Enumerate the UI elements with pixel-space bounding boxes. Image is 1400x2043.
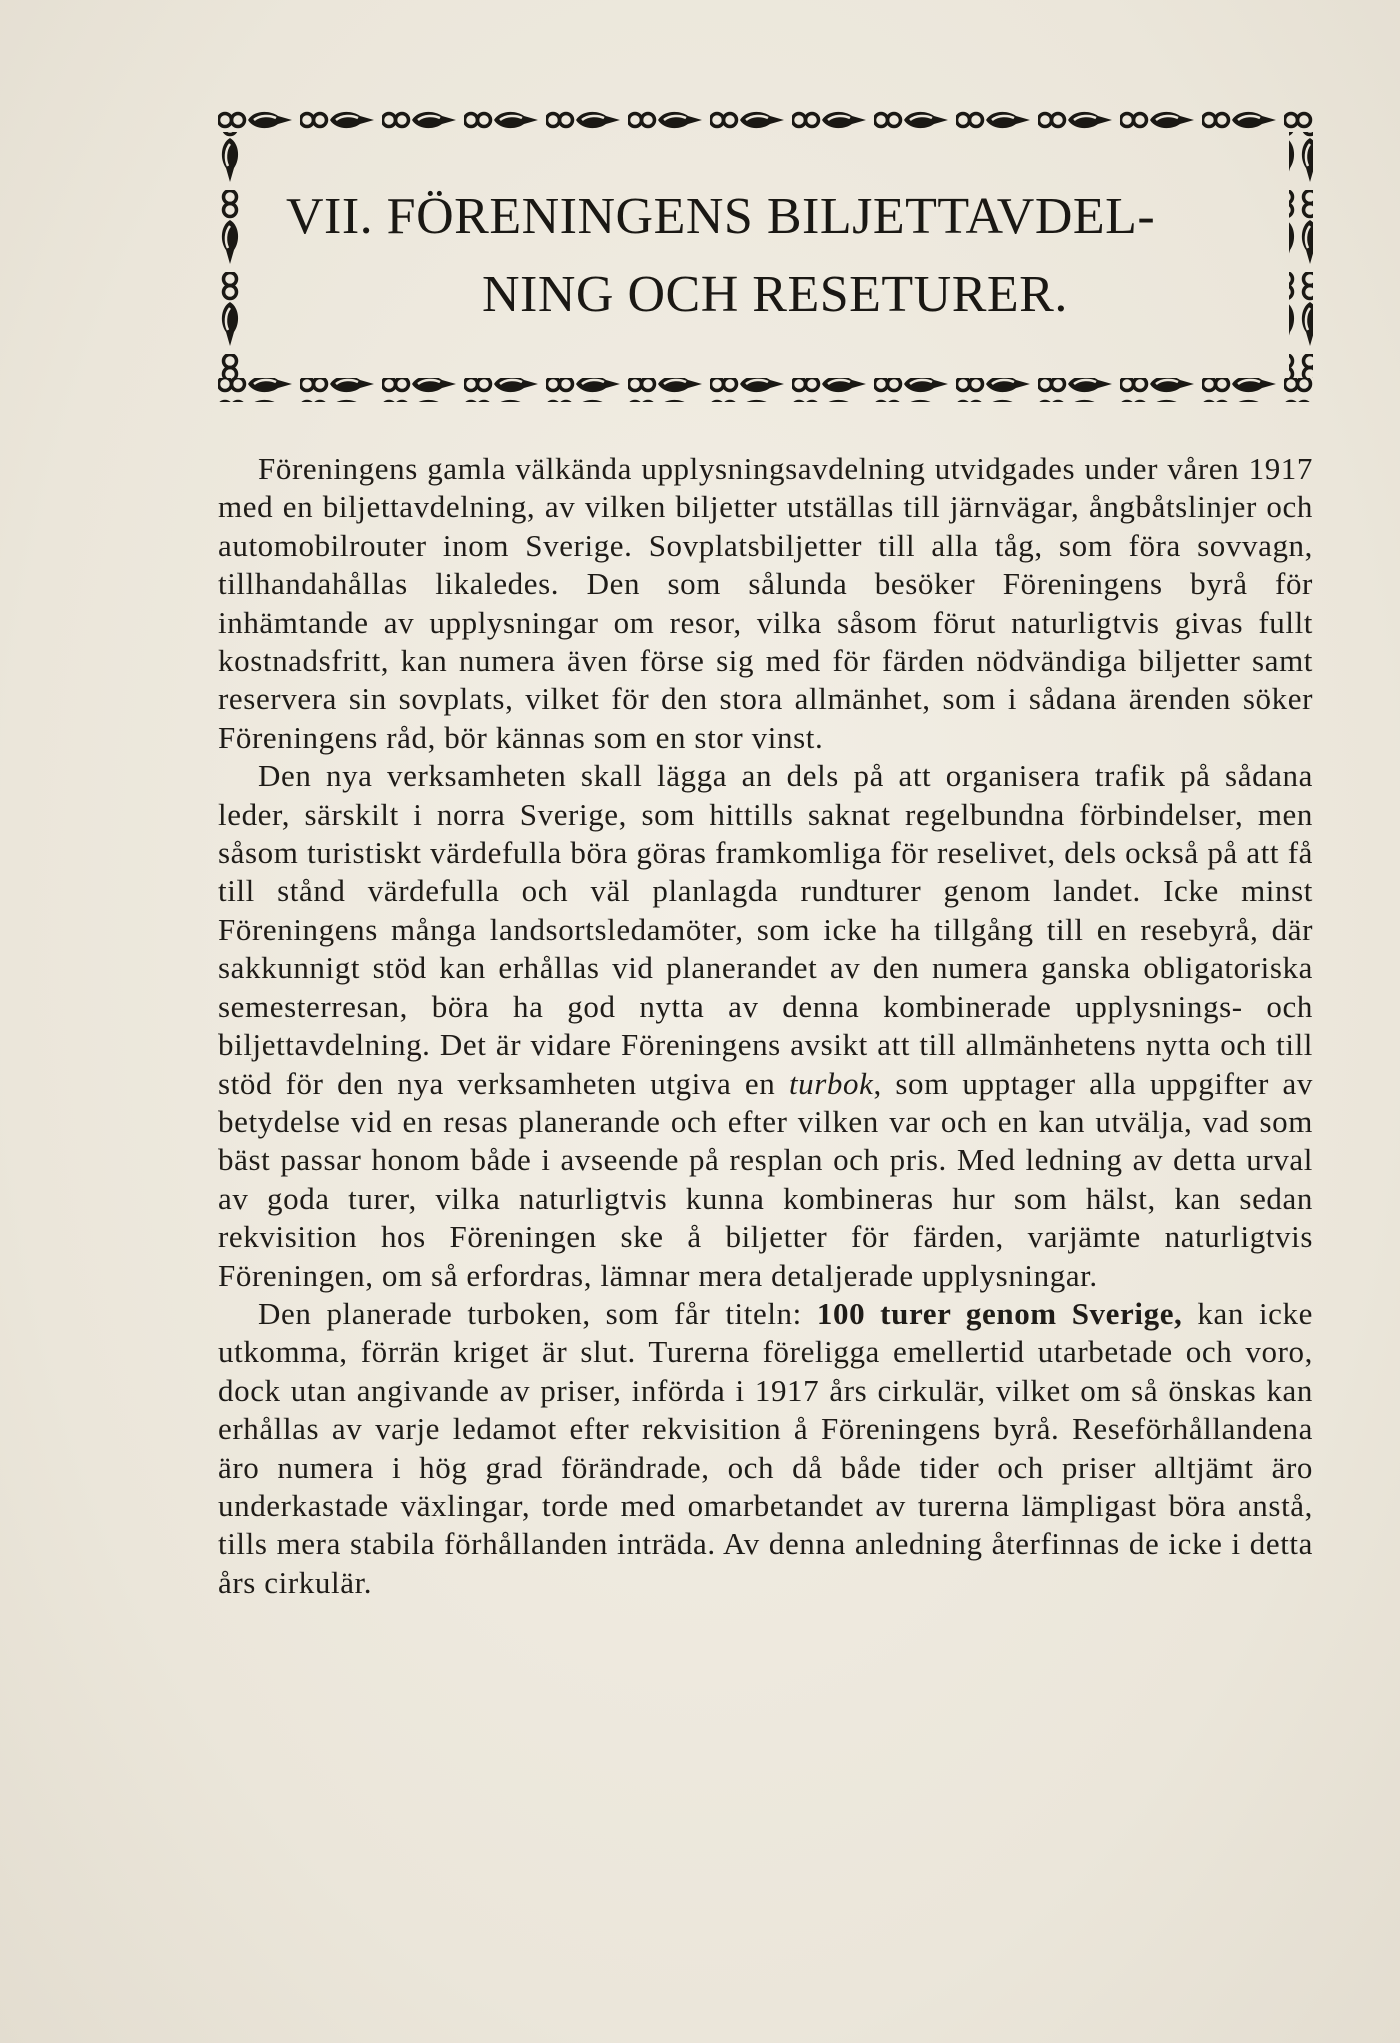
chapter-header-frame xyxy=(218,108,1313,402)
border-left xyxy=(218,132,242,378)
chapter-title-line1: VII. FÖRENINGENS BILJETTAVDEL- xyxy=(286,188,1156,245)
book-title: 100 turer genom Sverige, xyxy=(816,1295,1183,1331)
paragraph-2-text-a: Den nya verksamheten skall lägga an dels på att organisera trafik på sådana leder, särskilt i norra Sverige, som hittills saknat regelbundna förbindelser, men såsom turistiskt värdefulla böra göras framkomliga för reselivet, dels också på att få till stånd värdefulla och väl planlagda rundturer genom landet. Icke minst Föreningens många landsortsledamöter, som icke ha tillgång till en resebyrå, där sakkunnigt stöd kan erhållas vid planerandet av den numera ganska obligatoriska semesterresan, böra ha god nytta av denna kombinerade upplysnings- och biljettavdelning. Det är vidare Föreningens avsikt att till allmänhetens nytta och till stöd för den nya verksamheten utgiva en xyxy=(218,758,1313,1101)
paragraph-3-text-a: Den planerade turboken, som får titeln: xyxy=(258,1295,817,1331)
border-bottom xyxy=(218,378,1313,402)
paragraph-3-text-b: kan icke utkomma, förrän kriget är slut. Turerna föreligga emellertid utarbetade och voro, dock utan angivande av priser, införda i 1917 års cirkulär, vilket om så önskas kan erhållas av varje ledamot efter rekvisition å Föreningens byrå. Reseförhållandena äro numera i hög grad förändrade, och då både tider och priser alltjämt äro underkastade växlingar, torde med omarbetandet av turerna lämpligast böra anstå, tills mera stabila förhållanden inträda. Av denna anledning återfinnas de icke i detta års cirkulär. xyxy=(218,1295,1313,1600)
paragraph-3 xyxy=(218,1295,1313,1602)
turbok-term: turbok xyxy=(788,1065,874,1101)
paragraph-2-text-b: , som upptager alla uppgifter av betydelse vid en resas planerande och efter vilken var och en kan utvälja, vad som bäst passar honom både i avseende på resplan och pris. Med ledning av detta urval av goda turer, vilka naturligtvis kunna kombineras hur som hälst, kan sedan rekvisition hos Föreningen ske å biljetter för färden, varjämte naturligtvis Föreningen, om så erfordras, lämnar mera detaljerade upplysningar. xyxy=(218,1065,1313,1293)
border-right xyxy=(1289,132,1313,378)
paragraph-2 xyxy=(218,757,1313,1295)
chapter-title xyxy=(268,178,1263,334)
paragraph-1: Föreningens gamla välkända upplysningsavdelning utvidgades under våren 1917 med en biljettavdelning, av vilken biljetter utställas till järnvägar, ångbåtslinjer och automobilrouter inom Sverige. Sovplatsbiljetter till alla tåg, som föra sovvagn, tillhandahållas likaledes. Den som sålunda besöker Föreningens byrå för inhämtande av upplysningar om resor, vilka såsom förut naturligtvis givas fullt kostnadsfritt, kan numera även förse sig med för färden nödvändiga biljetter samt reservera sin sovplats, vilket för den stora allmänhet, som i sådana ärenden söker Föreningens råd, bör kännas som en stor vinst. xyxy=(218,451,1313,755)
border-top xyxy=(218,108,1313,132)
chapter-title-line2: NING OCH RESETURER. xyxy=(482,266,1068,323)
chapter-body xyxy=(218,450,1313,1602)
